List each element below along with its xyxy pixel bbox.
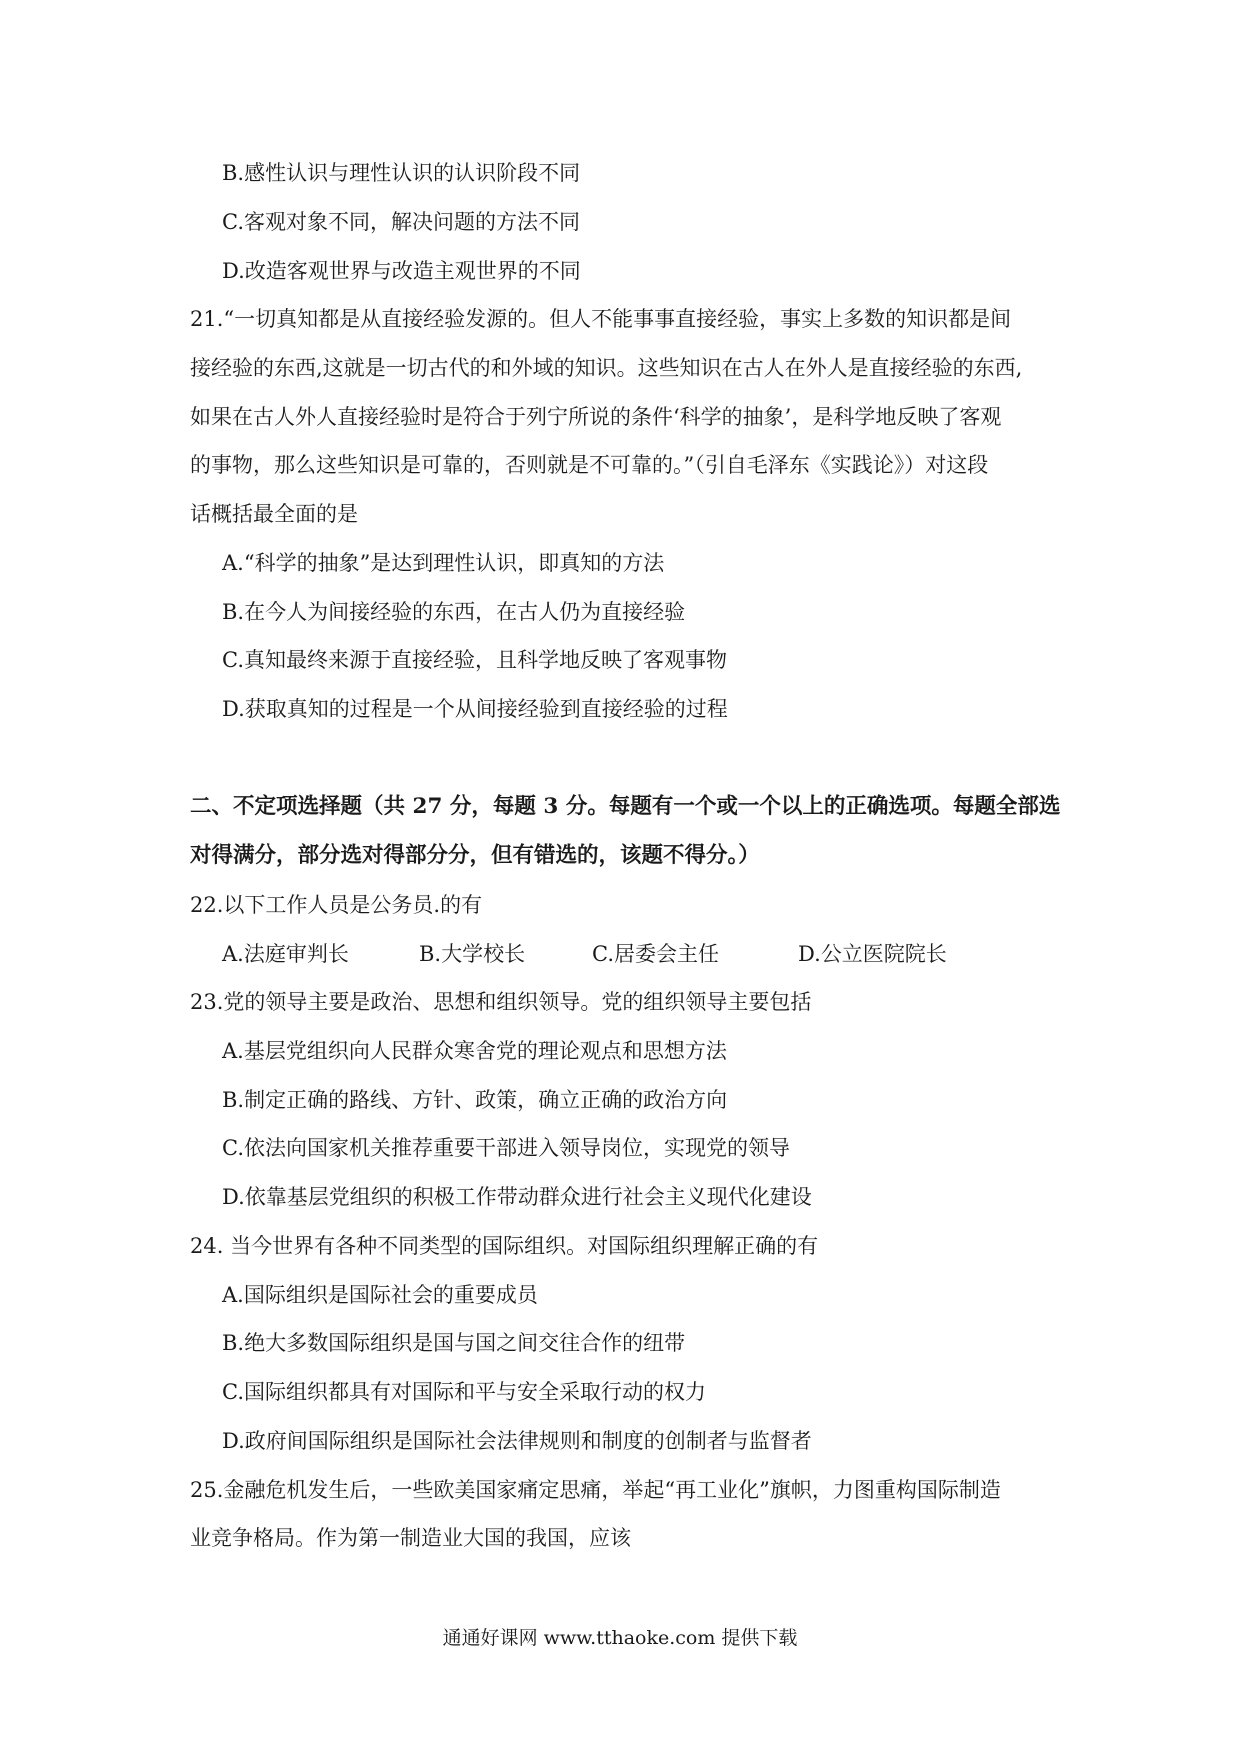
q21-stem-line-2: 接经验的东西,这就是一切古代的和外域的知识。这些知识在古人在外人是直接经验的东西, bbox=[190, 356, 1023, 380]
q22-option-d: D.公立医院院长 bbox=[798, 942, 947, 966]
q21-option-b: B.在今人为间接经验的东西，在古人仍为直接经验 bbox=[222, 600, 686, 624]
q21-stem-line-3: 如果在古人外人直接经验时是符合于列宁所说的条件‘科学的抽象’，是科学地反映了客观 bbox=[190, 405, 1002, 429]
q21-option-d: D.获取真知的过程是一个从间接经验到直接经验的过程 bbox=[222, 697, 728, 721]
q25-stem-line-2: 业竞争格局。作为第一制造业大国的我国，应该 bbox=[190, 1526, 631, 1550]
q20-option-d: D.改造客观世界与改造主观世界的不同 bbox=[222, 259, 581, 283]
q21-option-c: C.真知最终来源于直接经验，且科学地反映了客观事物 bbox=[222, 648, 727, 672]
q23-stem: 23.党的领导主要是政治、思想和组织领导。党的组织领导主要包括 bbox=[190, 990, 812, 1014]
q23-option-a: A.基层党组织向人民群众寒舍党的理论观点和思想方法 bbox=[222, 1039, 727, 1063]
q24-stem: 24. 当今世界有各种不同类型的国际组织。对国际组织理解正确的有 bbox=[190, 1234, 819, 1258]
q25-stem-line-1: 25.金融危机发生后，一些欧美国家痛定思痛，举起“再工业化”旗帜，力图重构国际制造 bbox=[190, 1478, 1001, 1502]
section2-header-line-2: 对得满分，部分选对得部分分，但有错选的，该题不得分。） bbox=[190, 843, 760, 868]
q24-option-d: D.政府间国际组织是国际社会法律规则和制度的创制者与监督者 bbox=[222, 1429, 812, 1453]
q22-option-c: C.居委会主任 bbox=[592, 942, 719, 966]
q21-option-a: A.“科学的抽象”是达到理性认识，即真知的方法 bbox=[222, 551, 665, 575]
q21-stem-line-1: 21.“一切真知都是从直接经验发源的。但人不能事事直接经验，事实上多数的知识都是间 bbox=[190, 307, 1012, 331]
q24-option-c: C.国际组织都具有对国际和平与安全采取行动的权力 bbox=[222, 1380, 706, 1404]
footer-source-text: 通通好课网 www.tthaoke.com 提供下载 bbox=[442, 1627, 798, 1649]
q21-stem-line-4: 的事物，那么这些知识是可靠的，否则就是不可靠的。”（引自毛泽东《实践论》）对这段 bbox=[190, 453, 989, 477]
q22-option-a: A.法庭审判长 bbox=[222, 942, 349, 966]
q22-stem: 22.以下工作人员是公务员.的有 bbox=[190, 893, 483, 917]
q23-option-b: B.制定正确的路线、方针、政策，确立正确的政治方向 bbox=[222, 1088, 728, 1112]
q24-option-b: B.绝大多数国际组织是国与国之间交往合作的纽带 bbox=[222, 1331, 686, 1355]
q21-stem-line-5: 话概括最全面的是 bbox=[190, 502, 358, 526]
q20-option-b: B.感性认识与理性认识的认识阶段不同 bbox=[222, 161, 581, 185]
section2-header-line-1: 二、不定项选择题（共 27 分，每题 3 分。每题有一个或一个以上的正确选项。每题全部选 bbox=[190, 794, 1061, 819]
q22-option-b: B.大学校长 bbox=[419, 942, 526, 966]
q23-option-d: D.依靠基层党组织的积极工作带动群众进行社会主义现代化建设 bbox=[222, 1185, 812, 1209]
q24-option-a: A.国际组织是国际社会的重要成员 bbox=[222, 1283, 538, 1307]
q23-option-c: C.依法向国家机关推荐重要干部进入领导岗位，实现党的领导 bbox=[222, 1136, 790, 1160]
q20-option-c: C.客观对象不同，解决问题的方法不同 bbox=[222, 210, 580, 234]
